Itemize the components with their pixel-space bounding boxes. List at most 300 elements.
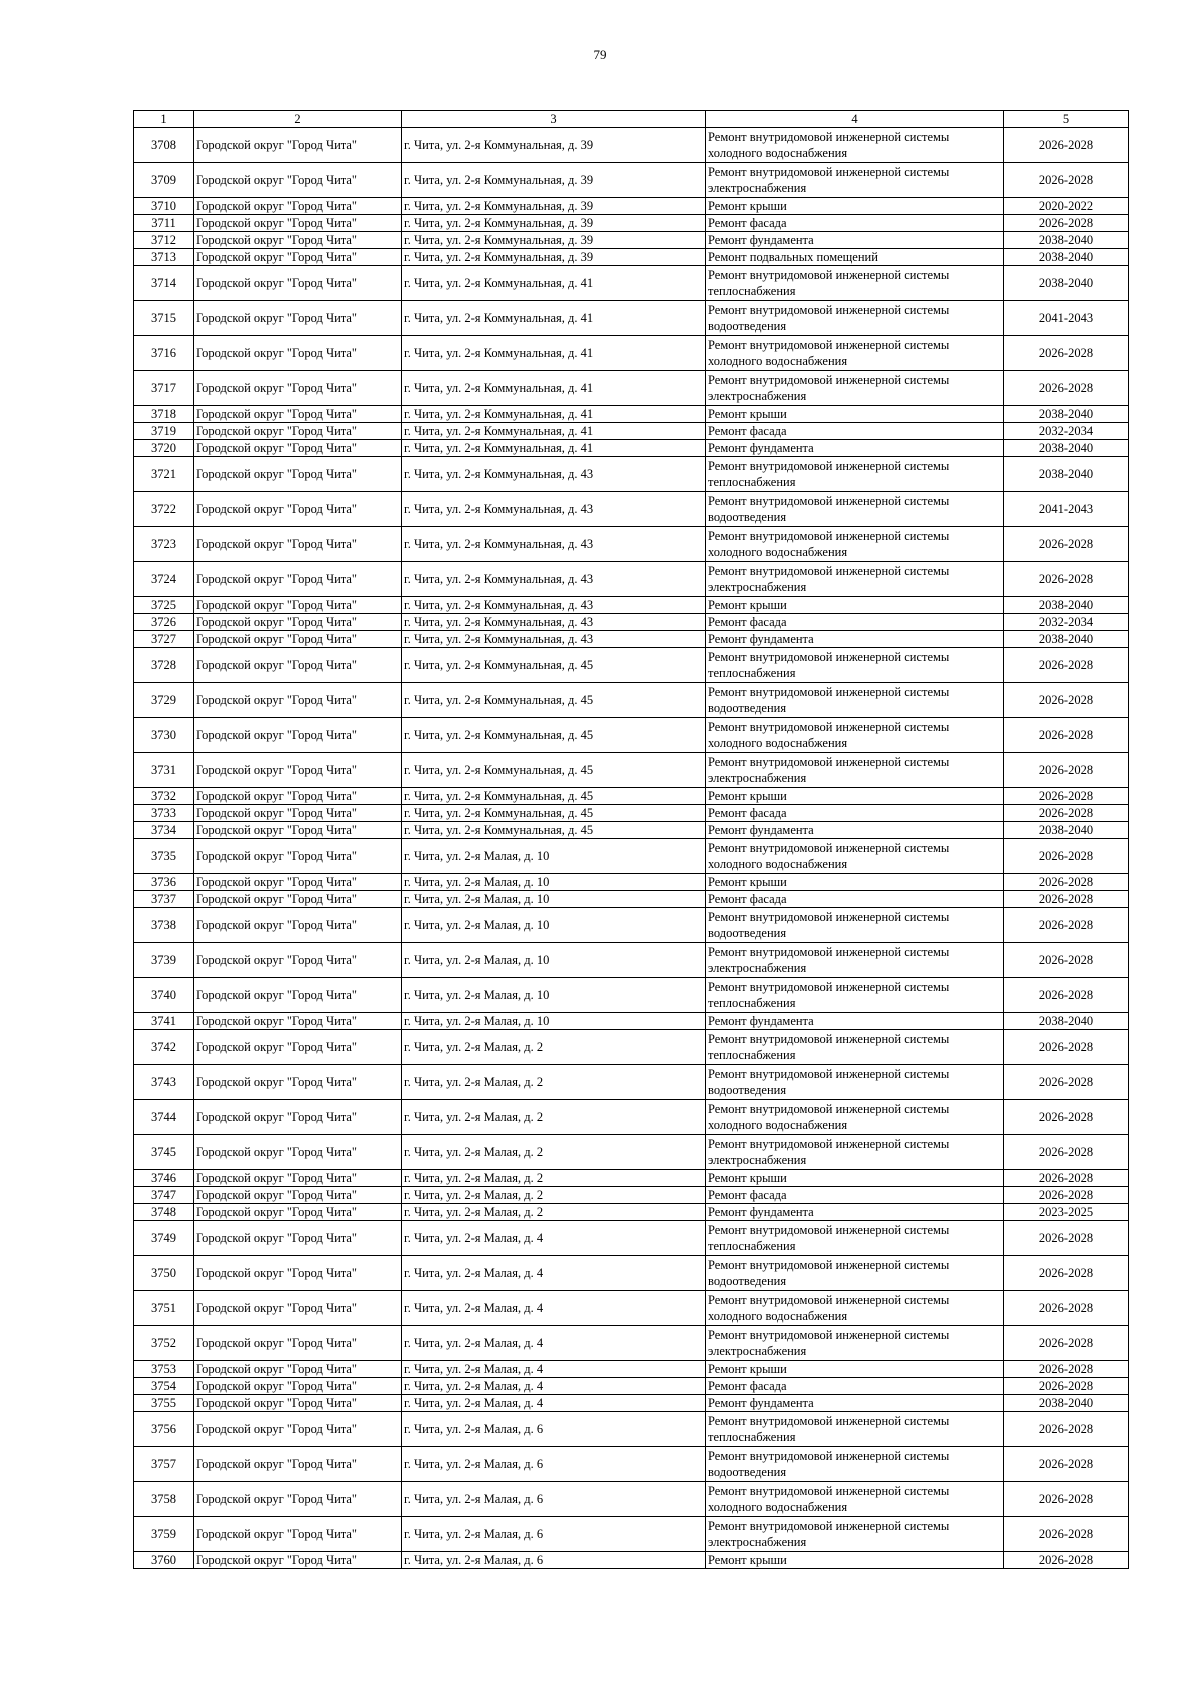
cell-work-type: Ремонт крыши bbox=[706, 1552, 1004, 1569]
cell-municipality: Городской округ "Город Чита" bbox=[194, 215, 402, 232]
cell-municipality: Городской округ "Город Чита" bbox=[194, 1013, 402, 1030]
cell-work-type: Ремонт фундамента bbox=[706, 1395, 1004, 1412]
cell-work-type: Ремонт внутридомовой инженерной системы водоотведения bbox=[706, 301, 1004, 336]
cell-row-number: 3730 bbox=[134, 718, 194, 753]
cell-work-type: Ремонт внутридомовой инженерной системы холодного водоснабжения bbox=[706, 128, 1004, 163]
table-row bbox=[134, 1187, 1129, 1204]
cell-period: 2032-2034 bbox=[1004, 423, 1129, 440]
cell-address: г. Чита, ул. 2-я Коммунальная, д. 41 bbox=[402, 336, 706, 371]
cell-address: г. Чита, ул. 2-я Коммунальная, д. 39 bbox=[402, 128, 706, 163]
cell-municipality: Городской округ "Город Чита" bbox=[194, 1395, 402, 1412]
cell-row-number: 3734 bbox=[134, 822, 194, 839]
cell-work-type: Ремонт фасада bbox=[706, 1187, 1004, 1204]
cell-period: 2026-2028 bbox=[1004, 562, 1129, 597]
cell-row-number: 3712 bbox=[134, 232, 194, 249]
cell-period: 2026-2028 bbox=[1004, 1552, 1129, 1569]
cell-address: г. Чита, ул. 2-я Малая, д. 10 bbox=[402, 978, 706, 1013]
cell-period: 2032-2034 bbox=[1004, 614, 1129, 631]
cell-period: 2026-2028 bbox=[1004, 1221, 1129, 1256]
cell-address: г. Чита, ул. 2-я Малая, д. 10 bbox=[402, 839, 706, 874]
cell-work-type: Ремонт фасада bbox=[706, 423, 1004, 440]
cell-period: 2026-2028 bbox=[1004, 1170, 1129, 1187]
table-row bbox=[134, 1170, 1129, 1187]
cell-municipality: Городской округ "Город Чита" bbox=[194, 1256, 402, 1291]
cell-address: г. Чита, ул. 2-я Коммунальная, д. 39 bbox=[402, 198, 706, 215]
cell-row-number: 3717 bbox=[134, 371, 194, 406]
cell-municipality: Городской округ "Город Чита" bbox=[194, 648, 402, 683]
cell-work-type: Ремонт внутридомовой инженерной системы электроснабжения bbox=[706, 943, 1004, 978]
cell-municipality: Городской округ "Город Чита" bbox=[194, 718, 402, 753]
cell-municipality: Городской округ "Город Чита" bbox=[194, 336, 402, 371]
cell-work-type: Ремонт фасада bbox=[706, 614, 1004, 631]
table-row bbox=[134, 1221, 1129, 1256]
cell-row-number: 3725 bbox=[134, 597, 194, 614]
cell-row-number: 3715 bbox=[134, 301, 194, 336]
cell-work-type: Ремонт внутридомовой инженерной системы электроснабжения bbox=[706, 1135, 1004, 1170]
cell-address: г. Чита, ул. 2-я Малая, д. 4 bbox=[402, 1291, 706, 1326]
cell-row-number: 3716 bbox=[134, 336, 194, 371]
cell-period: 2026-2028 bbox=[1004, 978, 1129, 1013]
cell-period: 2026-2028 bbox=[1004, 1030, 1129, 1065]
cell-work-type: Ремонт внутридомовой инженерной системы теплоснабжения bbox=[706, 978, 1004, 1013]
cell-municipality: Городской округ "Город Чита" bbox=[194, 891, 402, 908]
cell-address: г. Чита, ул. 2-я Коммунальная, д. 45 bbox=[402, 753, 706, 788]
column-header-3: 3 bbox=[402, 111, 706, 128]
table-row bbox=[134, 406, 1129, 423]
cell-address: г. Чита, ул. 2-я Коммунальная, д. 43 bbox=[402, 527, 706, 562]
cell-row-number: 3721 bbox=[134, 457, 194, 492]
table-row bbox=[134, 457, 1129, 492]
cell-period: 2038-2040 bbox=[1004, 266, 1129, 301]
cell-period: 2038-2040 bbox=[1004, 249, 1129, 266]
table-row bbox=[134, 336, 1129, 371]
table-row bbox=[134, 562, 1129, 597]
cell-address: г. Чита, ул. 2-я Малая, д. 10 bbox=[402, 891, 706, 908]
table-row bbox=[134, 301, 1129, 336]
cell-row-number: 3713 bbox=[134, 249, 194, 266]
cell-period: 2038-2040 bbox=[1004, 1013, 1129, 1030]
cell-address: г. Чита, ул. 2-я Малая, д. 6 bbox=[402, 1412, 706, 1447]
cell-period: 2020-2022 bbox=[1004, 198, 1129, 215]
cell-work-type: Ремонт внутридомовой инженерной системы электроснабжения bbox=[706, 1326, 1004, 1361]
cell-work-type: Ремонт внутридомовой инженерной системы электроснабжения bbox=[706, 753, 1004, 788]
cell-municipality: Городской округ "Город Чита" bbox=[194, 423, 402, 440]
cell-work-type: Ремонт внутридомовой инженерной системы водоотведения bbox=[706, 683, 1004, 718]
table-row bbox=[134, 978, 1129, 1013]
cell-work-type: Ремонт фасада bbox=[706, 805, 1004, 822]
cell-address: г. Чита, ул. 2-я Малая, д. 6 bbox=[402, 1517, 706, 1552]
cell-period: 2038-2040 bbox=[1004, 597, 1129, 614]
table-row bbox=[134, 683, 1129, 718]
cell-municipality: Городской округ "Город Чита" bbox=[194, 1187, 402, 1204]
cell-row-number: 3748 bbox=[134, 1204, 194, 1221]
table-row bbox=[134, 1326, 1129, 1361]
cell-address: г. Чита, ул. 2-я Коммунальная, д. 43 bbox=[402, 597, 706, 614]
cell-row-number: 3733 bbox=[134, 805, 194, 822]
cell-address: г. Чита, ул. 2-я Малая, д. 4 bbox=[402, 1361, 706, 1378]
table-row bbox=[134, 1291, 1129, 1326]
cell-work-type: Ремонт внутридомовой инженерной системы холодного водоснабжения bbox=[706, 1482, 1004, 1517]
cell-municipality: Городской округ "Город Чита" bbox=[194, 163, 402, 198]
cell-address: г. Чита, ул. 2-я Коммунальная, д. 39 bbox=[402, 249, 706, 266]
cell-address: г. Чита, ул. 2-я Коммунальная, д. 39 bbox=[402, 232, 706, 249]
cell-address: г. Чита, ул. 2-я Коммунальная, д. 45 bbox=[402, 683, 706, 718]
cell-row-number: 3737 bbox=[134, 891, 194, 908]
cell-period: 2026-2028 bbox=[1004, 215, 1129, 232]
cell-municipality: Городской округ "Город Чита" bbox=[194, 1170, 402, 1187]
cell-work-type: Ремонт фасада bbox=[706, 1378, 1004, 1395]
cell-row-number: 3735 bbox=[134, 839, 194, 874]
cell-row-number: 3743 bbox=[134, 1065, 194, 1100]
table-body bbox=[134, 128, 1129, 1569]
cell-work-type: Ремонт внутридомовой инженерной системы теплоснабжения bbox=[706, 266, 1004, 301]
cell-row-number: 3720 bbox=[134, 440, 194, 457]
cell-municipality: Городской округ "Город Чита" bbox=[194, 301, 402, 336]
cell-period: 2026-2028 bbox=[1004, 1187, 1129, 1204]
cell-municipality: Городской округ "Город Чита" bbox=[194, 371, 402, 406]
cell-municipality: Городской округ "Город Чита" bbox=[194, 406, 402, 423]
cell-municipality: Городской округ "Город Чита" bbox=[194, 492, 402, 527]
cell-municipality: Городской округ "Город Чита" bbox=[194, 597, 402, 614]
table-row bbox=[134, 1065, 1129, 1100]
cell-period: 2038-2040 bbox=[1004, 822, 1129, 839]
cell-row-number: 3722 bbox=[134, 492, 194, 527]
cell-row-number: 3727 bbox=[134, 631, 194, 648]
cell-work-type: Ремонт внутридомовой инженерной системы водоотведения bbox=[706, 1447, 1004, 1482]
cell-municipality: Городской округ "Город Чита" bbox=[194, 562, 402, 597]
cell-municipality: Городской округ "Город Чита" bbox=[194, 1030, 402, 1065]
cell-row-number: 3757 bbox=[134, 1447, 194, 1482]
cell-period: 2026-2028 bbox=[1004, 1100, 1129, 1135]
cell-work-type: Ремонт внутридомовой инженерной системы теплоснабжения bbox=[706, 1221, 1004, 1256]
page-number: 79 bbox=[593, 47, 607, 62]
column-header-5: 5 bbox=[1004, 111, 1129, 128]
table-row bbox=[134, 249, 1129, 266]
cell-address: г. Чита, ул. 2-я Малая, д. 2 bbox=[402, 1135, 706, 1170]
cell-address: г. Чита, ул. 2-я Коммунальная, д. 45 bbox=[402, 822, 706, 839]
cell-row-number: 3723 bbox=[134, 527, 194, 562]
cell-work-type: Ремонт фасада bbox=[706, 891, 1004, 908]
table-row bbox=[134, 839, 1129, 874]
cell-period: 2026-2028 bbox=[1004, 527, 1129, 562]
table-row bbox=[134, 718, 1129, 753]
cell-municipality: Городской округ "Город Чита" bbox=[194, 1326, 402, 1361]
cell-address: г. Чита, ул. 2-я Коммунальная, д. 41 bbox=[402, 423, 706, 440]
cell-municipality: Городской округ "Город Чита" bbox=[194, 1291, 402, 1326]
cell-row-number: 3750 bbox=[134, 1256, 194, 1291]
cell-work-type: Ремонт внутридомовой инженерной системы водоотведения bbox=[706, 1065, 1004, 1100]
cell-address: г. Чита, ул. 2-я Коммунальная, д. 45 bbox=[402, 788, 706, 805]
cell-address: г. Чита, ул. 2-я Коммунальная, д. 45 bbox=[402, 718, 706, 753]
cell-period: 2026-2028 bbox=[1004, 1065, 1129, 1100]
cell-period: 2026-2028 bbox=[1004, 128, 1129, 163]
cell-work-type: Ремонт внутридомовой инженерной системы холодного водоснабжения bbox=[706, 839, 1004, 874]
cell-municipality: Городской округ "Город Чита" bbox=[194, 128, 402, 163]
cell-work-type: Ремонт фундамента bbox=[706, 1204, 1004, 1221]
cell-row-number: 3738 bbox=[134, 908, 194, 943]
cell-row-number: 3714 bbox=[134, 266, 194, 301]
table-row bbox=[134, 631, 1129, 648]
cell-work-type: Ремонт внутридомовой инженерной системы теплоснабжения bbox=[706, 648, 1004, 683]
table-row bbox=[134, 1482, 1129, 1517]
table-row bbox=[134, 163, 1129, 198]
cell-municipality: Городской округ "Город Чита" bbox=[194, 874, 402, 891]
cell-address: г. Чита, ул. 2-я Малая, д. 4 bbox=[402, 1395, 706, 1412]
cell-work-type: Ремонт крыши bbox=[706, 788, 1004, 805]
table-row bbox=[134, 1204, 1129, 1221]
cell-address: г. Чита, ул. 2-я Малая, д. 2 bbox=[402, 1204, 706, 1221]
table-row bbox=[134, 1552, 1129, 1569]
cell-municipality: Городской округ "Город Чита" bbox=[194, 1447, 402, 1482]
cell-address: г. Чита, ул. 2-я Малая, д. 4 bbox=[402, 1221, 706, 1256]
table-row bbox=[134, 1135, 1129, 1170]
cell-row-number: 3744 bbox=[134, 1100, 194, 1135]
cell-row-number: 3736 bbox=[134, 874, 194, 891]
cell-row-number: 3742 bbox=[134, 1030, 194, 1065]
cell-work-type: Ремонт внутридомовой инженерной системы теплоснабжения bbox=[706, 1030, 1004, 1065]
cell-period: 2026-2028 bbox=[1004, 788, 1129, 805]
cell-work-type: Ремонт фасада bbox=[706, 215, 1004, 232]
cell-address: г. Чита, ул. 2-я Малая, д. 10 bbox=[402, 908, 706, 943]
cell-period: 2026-2028 bbox=[1004, 753, 1129, 788]
cell-row-number: 3749 bbox=[134, 1221, 194, 1256]
table-row bbox=[134, 215, 1129, 232]
cell-row-number: 3746 bbox=[134, 1170, 194, 1187]
table-row bbox=[134, 753, 1129, 788]
cell-municipality: Городской округ "Город Чита" bbox=[194, 631, 402, 648]
cell-work-type: Ремонт фундамента bbox=[706, 1013, 1004, 1030]
header-row bbox=[134, 111, 1129, 128]
cell-municipality: Городской округ "Город Чита" bbox=[194, 1361, 402, 1378]
cell-work-type: Ремонт внутридомовой инженерной системы электроснабжения bbox=[706, 163, 1004, 198]
cell-address: г. Чита, ул. 2-я Малая, д. 2 bbox=[402, 1170, 706, 1187]
table-row bbox=[134, 1517, 1129, 1552]
cell-period: 2023-2025 bbox=[1004, 1204, 1129, 1221]
cell-work-type: Ремонт подвальных помещений bbox=[706, 249, 1004, 266]
cell-row-number: 3760 bbox=[134, 1552, 194, 1569]
cell-address: г. Чита, ул. 2-я Коммунальная, д. 41 bbox=[402, 266, 706, 301]
cell-row-number: 3731 bbox=[134, 753, 194, 788]
table-row bbox=[134, 232, 1129, 249]
cell-period: 2026-2028 bbox=[1004, 839, 1129, 874]
table-row bbox=[134, 1100, 1129, 1135]
cell-row-number: 3724 bbox=[134, 562, 194, 597]
table-row bbox=[134, 527, 1129, 562]
cell-period: 2026-2028 bbox=[1004, 1361, 1129, 1378]
cell-municipality: Городской округ "Город Чита" bbox=[194, 683, 402, 718]
cell-work-type: Ремонт фундамента bbox=[706, 232, 1004, 249]
cell-period: 2026-2028 bbox=[1004, 371, 1129, 406]
cell-municipality: Городской округ "Город Чита" bbox=[194, 1135, 402, 1170]
cell-period: 2026-2028 bbox=[1004, 1135, 1129, 1170]
cell-row-number: 3752 bbox=[134, 1326, 194, 1361]
cell-row-number: 3708 bbox=[134, 128, 194, 163]
table-row bbox=[134, 423, 1129, 440]
table-row bbox=[134, 128, 1129, 163]
table-row bbox=[134, 1013, 1129, 1030]
cell-work-type: Ремонт внутридомовой инженерной системы электроснабжения bbox=[706, 371, 1004, 406]
table-row bbox=[134, 1361, 1129, 1378]
cell-work-type: Ремонт фундамента bbox=[706, 822, 1004, 839]
cell-address: г. Чита, ул. 2-я Малая, д. 10 bbox=[402, 874, 706, 891]
cell-municipality: Городской округ "Город Чита" bbox=[194, 753, 402, 788]
table-row bbox=[134, 1412, 1129, 1447]
table-row bbox=[134, 891, 1129, 908]
cell-work-type: Ремонт внутридомовой инженерной системы водоотведения bbox=[706, 908, 1004, 943]
cell-period: 2041-2043 bbox=[1004, 492, 1129, 527]
table-row bbox=[134, 492, 1129, 527]
cell-row-number: 3754 bbox=[134, 1378, 194, 1395]
cell-address: г. Чита, ул. 2-я Малая, д. 6 bbox=[402, 1552, 706, 1569]
cell-municipality: Городской округ "Город Чита" bbox=[194, 1378, 402, 1395]
table-header bbox=[134, 111, 1129, 128]
cell-period: 2038-2040 bbox=[1004, 631, 1129, 648]
cell-municipality: Городской округ "Город Чита" bbox=[194, 805, 402, 822]
cell-row-number: 3729 bbox=[134, 683, 194, 718]
cell-work-type: Ремонт внутридомовой инженерной системы водоотведения bbox=[706, 1256, 1004, 1291]
cell-address: г. Чита, ул. 2-я Малая, д. 10 bbox=[402, 1013, 706, 1030]
cell-period: 2026-2028 bbox=[1004, 336, 1129, 371]
column-header-4: 4 bbox=[706, 111, 1004, 128]
cell-period: 2026-2028 bbox=[1004, 1517, 1129, 1552]
cell-period: 2026-2028 bbox=[1004, 1291, 1129, 1326]
table-row bbox=[134, 440, 1129, 457]
cell-address: г. Чита, ул. 2-я Малая, д. 6 bbox=[402, 1482, 706, 1517]
cell-row-number: 3745 bbox=[134, 1135, 194, 1170]
cell-work-type: Ремонт фундамента bbox=[706, 631, 1004, 648]
cell-address: г. Чита, ул. 2-я Малая, д. 4 bbox=[402, 1326, 706, 1361]
table-row bbox=[134, 648, 1129, 683]
cell-municipality: Городской округ "Город Чита" bbox=[194, 1065, 402, 1100]
cell-work-type: Ремонт крыши bbox=[706, 597, 1004, 614]
cell-address: г. Чита, ул. 2-я Коммунальная, д. 45 bbox=[402, 805, 706, 822]
cell-address: г. Чита, ул. 2-я Коммунальная, д. 41 bbox=[402, 440, 706, 457]
table-row bbox=[134, 908, 1129, 943]
repair-schedule-table bbox=[133, 110, 1129, 1569]
cell-address: г. Чита, ул. 2-я Малая, д. 10 bbox=[402, 943, 706, 978]
cell-municipality: Городской округ "Город Чита" bbox=[194, 908, 402, 943]
table-row bbox=[134, 1378, 1129, 1395]
cell-municipality: Городской округ "Город Чита" bbox=[194, 249, 402, 266]
cell-row-number: 3753 bbox=[134, 1361, 194, 1378]
cell-municipality: Городской округ "Город Чита" bbox=[194, 1412, 402, 1447]
cell-work-type: Ремонт внутридомовой инженерной системы холодного водоснабжения bbox=[706, 1291, 1004, 1326]
cell-work-type: Ремонт внутридомовой инженерной системы водоотведения bbox=[706, 492, 1004, 527]
cell-municipality: Городской округ "Город Чита" bbox=[194, 198, 402, 215]
cell-work-type: Ремонт крыши bbox=[706, 874, 1004, 891]
cell-row-number: 3755 bbox=[134, 1395, 194, 1412]
table-row bbox=[134, 1447, 1129, 1482]
cell-period: 2026-2028 bbox=[1004, 805, 1129, 822]
cell-municipality: Городской округ "Город Чита" bbox=[194, 440, 402, 457]
table-row bbox=[134, 874, 1129, 891]
cell-municipality: Городской округ "Город Чита" bbox=[194, 978, 402, 1013]
cell-address: г. Чита, ул. 2-я Коммунальная, д. 43 bbox=[402, 631, 706, 648]
cell-municipality: Городской округ "Город Чита" bbox=[194, 1517, 402, 1552]
cell-period: 2026-2028 bbox=[1004, 1412, 1129, 1447]
cell-municipality: Городской округ "Город Чита" bbox=[194, 232, 402, 249]
cell-row-number: 3728 bbox=[134, 648, 194, 683]
cell-row-number: 3739 bbox=[134, 943, 194, 978]
cell-period: 2026-2028 bbox=[1004, 891, 1129, 908]
cell-municipality: Городской округ "Город Чита" bbox=[194, 788, 402, 805]
cell-municipality: Городской округ "Город Чита" bbox=[194, 266, 402, 301]
table-row bbox=[134, 943, 1129, 978]
cell-period: 2026-2028 bbox=[1004, 1482, 1129, 1517]
cell-address: г. Чита, ул. 2-я Коммунальная, д. 45 bbox=[402, 648, 706, 683]
cell-period: 2038-2040 bbox=[1004, 232, 1129, 249]
cell-work-type: Ремонт внутридомовой инженерной системы холодного водоснабжения bbox=[706, 718, 1004, 753]
cell-period: 2026-2028 bbox=[1004, 874, 1129, 891]
table-row bbox=[134, 1256, 1129, 1291]
cell-period: 2026-2028 bbox=[1004, 163, 1129, 198]
cell-work-type: Ремонт внутридомовой инженерной системы электроснабжения bbox=[706, 1517, 1004, 1552]
cell-row-number: 3726 bbox=[134, 614, 194, 631]
table-row bbox=[134, 805, 1129, 822]
cell-municipality: Городской округ "Город Чита" bbox=[194, 614, 402, 631]
cell-work-type: Ремонт крыши bbox=[706, 1170, 1004, 1187]
cell-address: г. Чита, ул. 2-я Коммунальная, д. 43 bbox=[402, 614, 706, 631]
cell-address: г. Чита, ул. 2-я Малая, д. 4 bbox=[402, 1378, 706, 1395]
cell-period: 2038-2040 bbox=[1004, 440, 1129, 457]
cell-address: г. Чита, ул. 2-я Коммунальная, д. 43 bbox=[402, 492, 706, 527]
cell-row-number: 3758 bbox=[134, 1482, 194, 1517]
cell-period: 2038-2040 bbox=[1004, 457, 1129, 492]
cell-period: 2026-2028 bbox=[1004, 1378, 1129, 1395]
cell-address: г. Чита, ул. 2-я Малая, д. 2 bbox=[402, 1030, 706, 1065]
cell-municipality: Городской округ "Город Чита" bbox=[194, 1221, 402, 1256]
cell-address: г. Чита, ул. 2-я Малая, д. 6 bbox=[402, 1447, 706, 1482]
cell-row-number: 3718 bbox=[134, 406, 194, 423]
cell-municipality: Городской округ "Город Чита" bbox=[194, 1482, 402, 1517]
cell-work-type: Ремонт внутридомовой инженерной системы теплоснабжения bbox=[706, 1412, 1004, 1447]
table-row bbox=[134, 614, 1129, 631]
cell-address: г. Чита, ул. 2-я Коммунальная, д. 39 bbox=[402, 215, 706, 232]
table-row bbox=[134, 597, 1129, 614]
cell-work-type: Ремонт крыши bbox=[706, 198, 1004, 215]
table-row bbox=[134, 1030, 1129, 1065]
cell-row-number: 3711 bbox=[134, 215, 194, 232]
cell-period: 2026-2028 bbox=[1004, 943, 1129, 978]
cell-municipality: Городской округ "Город Чита" bbox=[194, 457, 402, 492]
cell-period: 2026-2028 bbox=[1004, 718, 1129, 753]
cell-municipality: Городской округ "Город Чита" bbox=[194, 1552, 402, 1569]
cell-row-number: 3710 bbox=[134, 198, 194, 215]
column-header-2: 2 bbox=[194, 111, 402, 128]
cell-municipality: Городской округ "Город Чита" bbox=[194, 839, 402, 874]
table-row bbox=[134, 266, 1129, 301]
cell-period: 2026-2028 bbox=[1004, 1326, 1129, 1361]
cell-row-number: 3747 bbox=[134, 1187, 194, 1204]
cell-period: 2038-2040 bbox=[1004, 406, 1129, 423]
cell-address: г. Чита, ул. 2-я Коммунальная, д. 39 bbox=[402, 163, 706, 198]
cell-period: 2026-2028 bbox=[1004, 1256, 1129, 1291]
cell-address: г. Чита, ул. 2-я Коммунальная, д. 41 bbox=[402, 301, 706, 336]
cell-period: 2038-2040 bbox=[1004, 1395, 1129, 1412]
cell-row-number: 3751 bbox=[134, 1291, 194, 1326]
cell-address: г. Чита, ул. 2-я Коммунальная, д. 43 bbox=[402, 457, 706, 492]
column-header-1: 1 bbox=[134, 111, 194, 128]
cell-work-type: Ремонт внутридомовой инженерной системы холодного водоснабжения bbox=[706, 1100, 1004, 1135]
cell-municipality: Городской округ "Город Чита" bbox=[194, 527, 402, 562]
cell-address: г. Чита, ул. 2-я Коммунальная, д. 41 bbox=[402, 371, 706, 406]
cell-row-number: 3709 bbox=[134, 163, 194, 198]
cell-period: 2026-2028 bbox=[1004, 908, 1129, 943]
cell-municipality: Городской округ "Город Чита" bbox=[194, 1204, 402, 1221]
cell-work-type: Ремонт крыши bbox=[706, 406, 1004, 423]
cell-period: 2026-2028 bbox=[1004, 648, 1129, 683]
cell-address: г. Чита, ул. 2-я Малая, д. 2 bbox=[402, 1187, 706, 1204]
